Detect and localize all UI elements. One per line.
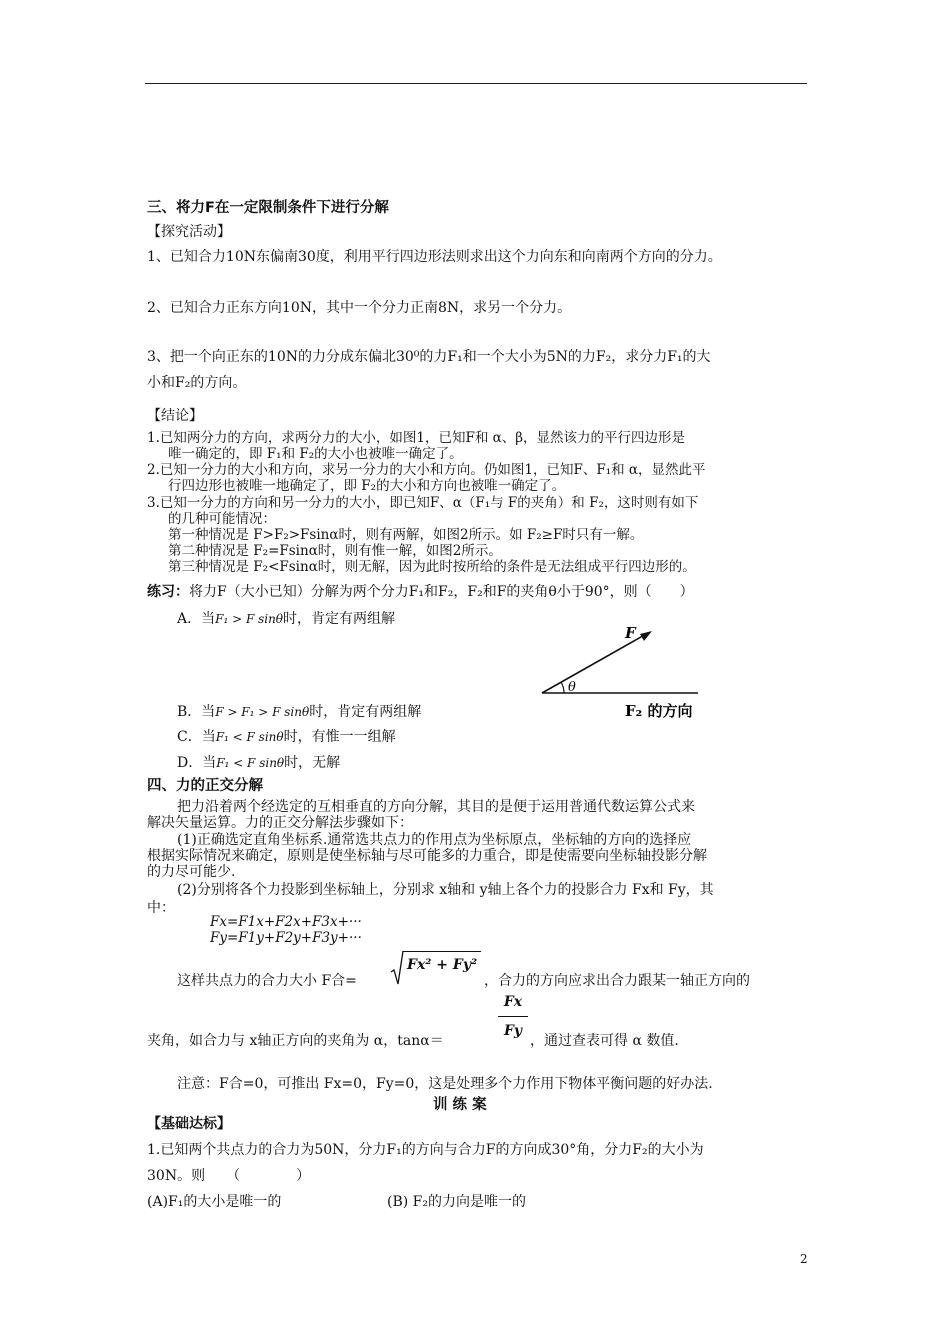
section4-p1-line2: 解决矢量运算。力的正交分解法步骤如下： xyxy=(147,815,413,831)
sqrt-radicand: Fx² + Fy² xyxy=(407,957,478,973)
resultant-suffix: ，合力的方向应求出合力跟某一轴正方向的 xyxy=(484,973,750,989)
practice-stem: 将力F（大小已知）分解为两个分力F₁和F₂，F₂和F的夹角θ小于90°，则（ ） xyxy=(189,584,694,600)
section3-heading: 三、将力F在一定限制条件下进行分解 xyxy=(147,200,389,216)
conclusion-1-line1: 1.已知两分力的方向，求两分力的大小，如图1，已知F和 α、β，显然该力的平行四边形是 xyxy=(147,430,686,446)
practice-question xyxy=(147,581,694,601)
conclusion-label: 【结论】 xyxy=(147,408,203,424)
practice-label: 练习： xyxy=(147,584,189,600)
angle-prefix: 夹角，如合力与 x轴正方向的夹角为 α，tanα＝ xyxy=(147,1033,444,1049)
conclusion-1-line2: 唯一确定的，即 F₁和 F₂的大小也被唯一确定了。 xyxy=(168,446,463,462)
sqrt-expression xyxy=(390,950,482,986)
force-f-label: F xyxy=(625,624,636,642)
angle-suffix: ，通过查表可得 α 数值. xyxy=(530,1033,679,1049)
practice-option-b: B．当F > F₁ > F sinθ时，肯定有两组解 xyxy=(177,704,422,720)
page-number: 2 xyxy=(800,1252,808,1266)
force-diagram xyxy=(530,620,720,725)
training-option-a: (A)F₁的大小是唯一的 xyxy=(147,1194,282,1210)
question-1: 1、已知合力10N东偏南30度，利用平行四边形法则求出这个力向东和向南两个方向的分力。 xyxy=(147,249,722,265)
fraction-denominator: Fy xyxy=(503,1023,523,1039)
question-3-line2: 小和F₂的方向。 xyxy=(147,375,247,391)
training-title: 训 练 案 xyxy=(433,1097,487,1113)
practice-option-c: C．当F₁ < F sinθ时，有惟一一组解 xyxy=(177,729,396,745)
practice-option-a: A．当F₁ > F sinθ时，肯定有两组解 xyxy=(177,611,396,627)
conclusion-3-line2: 的几种可能情况： xyxy=(168,511,276,527)
fraction-numerator: Fx xyxy=(503,994,523,1010)
header-rule xyxy=(145,83,807,84)
arrow-head-icon xyxy=(640,631,652,641)
angle-arc xyxy=(561,682,564,693)
practice-option-d: D．当F₁ < F sinθ时，无解 xyxy=(177,755,341,771)
explore-label: 【探究活动】 xyxy=(147,224,231,240)
force-f-arrow-line xyxy=(542,633,648,693)
section4-note: 注意：F合=0，可推出 Fx=0，Fy=0，这是处理多个力作用下物体平衡问题的好办法. xyxy=(177,1076,713,1092)
step-2-line1: (2)分别将各个力投影到坐标轴上，分别求 x轴和 y轴上各个力的投影合力 Fx和 Fy，其 xyxy=(177,882,714,898)
step-1-line3: 的力尽可能少. xyxy=(147,864,236,880)
sqrt-sign-icon xyxy=(390,950,404,986)
case-1: 第一种情况是 F>F₂>Fsinα时，则有两解，如图2所示。如 F₂≥F时只有一解。 xyxy=(168,527,644,543)
conclusion-2-line1: 2.已知一分力的大小和方向，求另一分力的大小和方向。仍如图1，已知F、F₁和 α，显然此平 xyxy=(147,462,706,478)
resultant-prefix: 这样共点力的合力大小 F合= xyxy=(177,973,357,989)
conclusion-3-line1: 3.已知一分力的方向和另一分力的大小，即已知F、α（F₁与 F的夹角）和 F₂，这时则有如下 xyxy=(147,495,699,511)
training-option-b: (B) F₂的力向是唯一的 xyxy=(387,1194,526,1210)
basic-label: 【基础达标】 xyxy=(147,1116,231,1132)
question-3-line1: 3、把一个向正东的10N的力分成东偏北30⁰的力F₁和一个大小为5N的力F₂，求分力F₁的大 xyxy=(147,349,711,365)
case-2: 第二种情况是 F₂=Fsinα时，则有惟一解，如图2所示。 xyxy=(168,543,502,559)
section4-heading: 四、力的正交分解 xyxy=(147,778,263,794)
section4-p1-line1: 把力沿着两个经选定的互相垂直的方向分解，其目的是便于运用普通代数运算公式来 xyxy=(177,799,695,815)
step-1-line2: 根据实际情况来确定，原则是使坐标轴与尽可能多的力重合，即是使需要向坐标轴投影分解 xyxy=(147,848,707,864)
fraction-fx-over-fy xyxy=(498,992,528,1044)
training-q1-line1: 1.已知两个共点力的合力为50N，分力F₁的方向与合力F的方向成30°角，分力F₂的大小为 xyxy=(147,1142,704,1158)
equation-fx: Fx=F1x+F2x+F3x+··· xyxy=(210,914,362,930)
case-3: 第三种情况是 F₂<Fsinα时，则无解，因为此时按所给的条件是无法组成平行四边形的。 xyxy=(168,559,696,575)
step-1-line1: (1)正确选定直角坐标系.通常选共点力的作用点为坐标原点，坐标轴的方向的选择应 xyxy=(177,832,692,848)
question-2: 2、已知合力正东方向10N，其中一个分力正南8N，求另一个分力。 xyxy=(147,300,572,316)
angle-theta-label: θ xyxy=(568,680,576,695)
training-q1-line2: 30N。则 （ ） xyxy=(147,1168,311,1184)
f2-direction-label: F₂ 的方向 xyxy=(625,702,693,720)
equation-fy: Fy=F1y+F2y+F3y+··· xyxy=(210,930,362,946)
step-2-line2: 中： xyxy=(147,900,175,916)
conclusion-2-line2: 行四边形也被唯一地确定了，即 F₂的大小和方向也被唯一确定了。 xyxy=(168,478,566,494)
